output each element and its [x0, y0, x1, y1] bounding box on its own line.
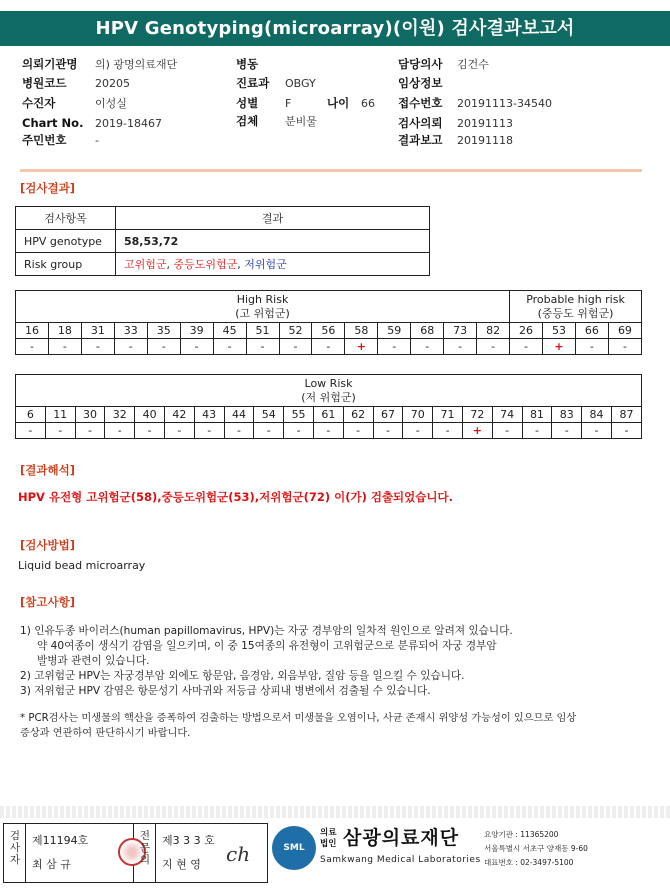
high-risk-result: -: [444, 339, 477, 355]
probable-risk-type: 26: [510, 323, 543, 339]
low-risk-type: 32: [105, 407, 135, 423]
interp-text: HPV 유전형 고위험군(58),중등도위험군(53),저위험군(72) 이(가) 검출되었습니다.: [18, 490, 453, 504]
examiner-col: [26, 824, 134, 882]
low-risk-result: +: [462, 423, 492, 439]
org-address: 서울특별시 서초구 양재동 9-60: [484, 844, 588, 853]
age-label: 나이: [327, 96, 350, 110]
probable-risk-result: -: [608, 339, 641, 355]
signature-box: [3, 823, 268, 883]
high-risk-result: -: [180, 339, 213, 355]
low-risk-type: 30: [75, 407, 105, 423]
risk-mid: 중등도위험군: [173, 258, 238, 271]
high-risk-result: -: [81, 339, 114, 355]
low-risk-result: -: [343, 423, 373, 439]
result-section-title: [검사결과]: [20, 181, 75, 195]
low-risk-result: -: [45, 423, 75, 439]
low-risk-type: 6: [16, 407, 46, 423]
low-risk-result: -: [135, 423, 165, 439]
requested-value: 20191113: [457, 117, 513, 130]
org-name: 삼광의료재단: [343, 827, 460, 849]
clinical-label: 임상정보: [398, 76, 443, 90]
low-risk-type: 67: [373, 407, 403, 423]
org-prefix-1: 의료: [320, 828, 337, 838]
low-risk-type: 84: [582, 407, 612, 423]
low-risk-type: 71: [433, 407, 463, 423]
notes-list: [20, 624, 650, 699]
low-risk-result: -: [105, 423, 135, 439]
high-risk-type: 51: [246, 323, 279, 339]
interp-section-title: [결과해석]: [20, 463, 75, 477]
examiner-label-col: [4, 824, 26, 882]
high-risk-type: 68: [411, 323, 444, 339]
dept-label: 진료과: [236, 76, 270, 90]
doctor-value: 김건수: [457, 58, 489, 71]
pcr-note-line1: * PCR검사는 미생물의 핵산을 증폭하여 검출하는 방법으로서 미생물을 오염이나, 사균 존재시 위양성 가능성이 있으므로 임상: [20, 713, 577, 724]
low-risk-result: -: [582, 423, 612, 439]
high-risk-type: 16: [16, 323, 49, 339]
low-risk-type: 74: [492, 407, 522, 423]
receiver-value: 이성실: [95, 97, 127, 110]
result-col-value: 결과: [116, 207, 430, 230]
note-3: 3) 저위험군 HPV 감염은 항문성기 사마귀와 저등급 상피내 병변에서 검출될 수 있습니다.: [20, 685, 431, 697]
examiner-license: 제11194호: [32, 834, 89, 847]
chart-value: 2019-18467: [95, 117, 162, 130]
id-value: -: [95, 134, 99, 147]
high-risk-type: 35: [147, 323, 180, 339]
reported-value: 20191118: [457, 134, 513, 147]
low-risk-result: -: [373, 423, 403, 439]
low-risk-type: 40: [135, 407, 165, 423]
specimen-label: 검체: [236, 114, 259, 128]
id-label: 주민번호: [22, 133, 67, 147]
low-risk-result: -: [492, 423, 522, 439]
v2c: 의: [139, 854, 151, 866]
high-risk-result: -: [279, 339, 312, 355]
notes-section-title: [참고사항]: [20, 595, 75, 609]
low-risk-type: 72: [462, 407, 492, 423]
low-risk-result: -: [403, 423, 433, 439]
probable-risk-type: 69: [608, 323, 641, 339]
sml-logo-icon: [272, 826, 316, 870]
note-2: 2) 고위험군 HPV는 자궁경부암 외에도 항문암, 음경암, 외음부암, 질암 등을 일으킬 수 있습니다.: [20, 670, 465, 682]
specialist-col: [156, 824, 266, 882]
method-section-title: [검사방법]: [20, 538, 75, 552]
method-text: Liquid bead microarray: [18, 559, 146, 572]
high-risk-type: 56: [312, 323, 345, 339]
receiver-label: 수진자: [22, 96, 56, 110]
specimen-value: 분비물: [285, 115, 317, 128]
low-risk-grid: [15, 374, 642, 439]
doctor-label: 담당의사: [398, 57, 443, 71]
high-risk-result: -: [48, 339, 81, 355]
low-risk-header: [16, 375, 642, 407]
high-risk-result: -: [246, 339, 279, 355]
risk-group-label: Risk group: [16, 253, 116, 276]
low-risk-type: 61: [313, 407, 343, 423]
genotype-label: HPV genotype: [16, 230, 116, 253]
high-risk-type: 39: [180, 323, 213, 339]
age-value: 66: [361, 97, 375, 110]
high-risk-type: 73: [444, 323, 477, 339]
inst-value: 의) 광명의료재단: [95, 58, 178, 71]
low-risk-title: Low Risk: [304, 376, 353, 390]
high-risk-type: 45: [213, 323, 246, 339]
high-risk-type: 82: [477, 323, 510, 339]
risk-low: 저위험군: [244, 258, 287, 271]
requested-label: 검사의뢰: [398, 116, 443, 130]
low-risk-type: 44: [224, 407, 254, 423]
specialist-label-col: [134, 824, 156, 882]
sex-value: F: [285, 97, 292, 110]
probable-risk-result: -: [510, 339, 543, 355]
risk-sep-2: ,: [237, 258, 245, 271]
pcr-note: [20, 711, 650, 741]
high-risk-type: 18: [48, 323, 81, 339]
low-risk-type: 55: [284, 407, 314, 423]
accession-label: 접수번호: [398, 96, 443, 110]
genotype-value: 58,53,72: [116, 230, 430, 253]
note-1: 1) 인유두종 바이러스(human papillomavirus, HPV)는 자궁 경부암의 일차적 원인으로 알려져 있습니다.: [20, 625, 513, 637]
org-eng-name: Samkwang Medical Laboratories: [320, 855, 481, 865]
v1a: 검: [9, 830, 21, 842]
report-title: HPV Genotyping(microarray)(이원) 검사결과보고서: [0, 11, 670, 46]
dept-value: OBGY: [285, 77, 316, 90]
specialist-vertical-label: [137, 830, 153, 866]
low-risk-result: -: [75, 423, 105, 439]
high-risk-result: -: [16, 339, 49, 355]
chart-label: Chart No.: [22, 116, 84, 130]
logo-badge-text: SML: [283, 843, 305, 853]
low-risk-result: -: [284, 423, 314, 439]
low-risk-type: 70: [403, 407, 433, 423]
high-risk-subtitle: (고 위험군): [235, 306, 290, 320]
probable-risk-header: [510, 291, 642, 323]
high-risk-result: -: [147, 339, 180, 355]
inst-label: 의뢰기관명: [22, 57, 78, 71]
examiner-name: 최 삼 규: [32, 858, 71, 871]
risk-high: 고위험군: [124, 258, 167, 271]
org-prefix-2: 법인: [320, 839, 337, 849]
signature: ch: [226, 842, 251, 866]
high-risk-type: 52: [279, 323, 312, 339]
high-risk-result: -: [378, 339, 411, 355]
high-risk-result: +: [345, 339, 378, 355]
ward-label: 병동: [236, 57, 259, 71]
low-risk-result: -: [522, 423, 552, 439]
patient-header: [20, 58, 660, 158]
note-1-cont2: 발병과 관련이 있습니다.: [37, 655, 150, 667]
footer-divider: [0, 806, 670, 818]
low-risk-result: -: [164, 423, 194, 439]
code-value: 20205: [95, 77, 130, 90]
low-risk-type: 62: [343, 407, 373, 423]
reported-label: 결과보고: [398, 133, 443, 147]
low-risk-type: 42: [164, 407, 194, 423]
low-risk-result: -: [611, 423, 641, 439]
code-label: 병원코드: [22, 76, 67, 90]
result-table: [15, 206, 430, 276]
high-risk-header: [16, 291, 510, 323]
specialist-name: 지 현 영: [162, 858, 201, 871]
high-risk-type: 31: [81, 323, 114, 339]
org-reg: 요양기관 : 11365200: [484, 830, 559, 839]
high-risk-title: High Risk: [236, 292, 289, 306]
low-risk-type: 11: [45, 407, 75, 423]
risk-group-value: [116, 253, 430, 276]
low-risk-result: -: [16, 423, 46, 439]
risk-sep-1: ,: [166, 258, 174, 271]
low-risk-result: -: [552, 423, 582, 439]
low-risk-subtitle: (저 위험군): [301, 390, 356, 404]
note-1-cont: 약 40여종이 생식기 감염을 일으키며, 이 중 15여종의 유전형이 고위험군으로 분류되어 자궁 경부암: [37, 640, 497, 652]
probable-risk-title: Probable high risk: [526, 292, 625, 306]
low-risk-result: -: [313, 423, 343, 439]
v1c: 자: [9, 854, 21, 866]
probable-risk-type: 66: [575, 323, 608, 339]
probable-risk-type: 53: [543, 323, 576, 339]
v2a: 전: [139, 830, 151, 842]
high-risk-type: 59: [378, 323, 411, 339]
high-risk-result: -: [213, 339, 246, 355]
result-col-item: 검사항목: [16, 207, 116, 230]
high-risk-result: -: [312, 339, 345, 355]
low-risk-result: -: [254, 423, 284, 439]
low-risk-result: -: [224, 423, 254, 439]
high-risk-result: -: [411, 339, 444, 355]
low-risk-type: 81: [522, 407, 552, 423]
accession-value: 20191113-34540: [457, 97, 552, 110]
high-risk-type: 58: [345, 323, 378, 339]
high-risk-grid: [15, 290, 642, 355]
header-divider: [20, 169, 642, 172]
high-risk-type: 33: [114, 323, 147, 339]
v2b: 문: [139, 842, 151, 854]
low-risk-type: 43: [194, 407, 224, 423]
low-risk-result: -: [194, 423, 224, 439]
examiner-vertical-label: [7, 830, 23, 866]
low-risk-type: 87: [611, 407, 641, 423]
pcr-note-line2: 증상과 연관하여 판단하시기 바랍니다.: [20, 728, 191, 739]
high-risk-result: -: [477, 339, 510, 355]
specialist-license: 제3 3 3 호: [162, 834, 215, 847]
high-risk-result: -: [114, 339, 147, 355]
probable-risk-result: -: [575, 339, 608, 355]
v1b: 사: [9, 842, 21, 854]
org-tel: 대표번호 : 02-3497-5100: [484, 858, 574, 867]
probable-risk-result: +: [543, 339, 576, 355]
low-risk-result: -: [433, 423, 463, 439]
sex-label: 성별: [236, 96, 259, 110]
org-prefix: [320, 828, 336, 850]
low-risk-type: 54: [254, 407, 284, 423]
probable-risk-subtitle: (중등도 위험군): [537, 306, 614, 320]
low-risk-type: 83: [552, 407, 582, 423]
